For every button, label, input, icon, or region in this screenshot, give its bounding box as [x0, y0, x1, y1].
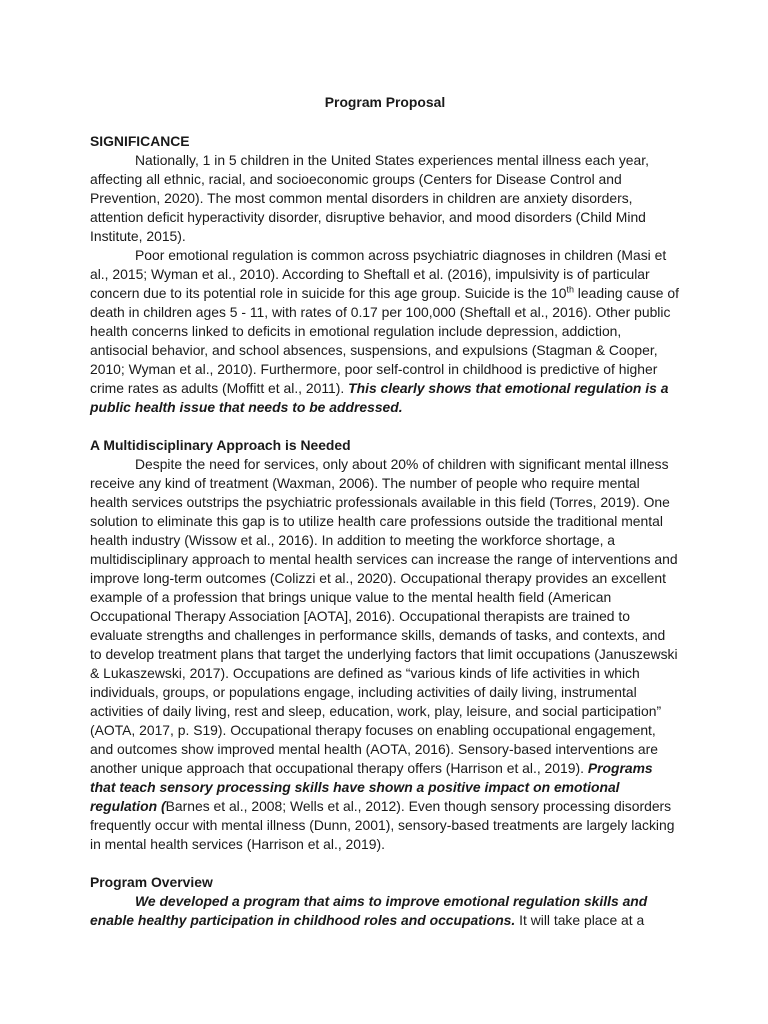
section-spacer: [90, 854, 680, 873]
significance-paragraph-2-text-a: Poor emotional regulation is common across psychiatric diagnoses in children (Masi et al., 2015; Wyman et al., 2010). According to Sheftall et al. (2016), impulsivity is of particular concern due to its potential role in suicide for this age group. Suicide is the 10: [90, 247, 667, 301]
ordinal-superscript: th: [566, 284, 574, 295]
section-heading-multidisciplinary: A Multidisciplinary Approach is Needed: [90, 437, 351, 453]
section-heading-significance: SIGNIFICANCE: [90, 133, 190, 149]
multidisciplinary-text-a: Despite the need for services, only about 20% of children with significant mental illness receive any kind of treatment (Waxman, 2006). The number of people who require mental health services outstrips the psychiatric professionals available in this field (Torres, 2019). One solution to eliminate this gap is to utilize health care professions outside the traditional mental health industry (Wissow et al., 2016). In addition to meeting the workforce shortage, a multidisciplinary approach to mental health services can increase the range of interventions and improve long-term outcomes (Colizzi et al., 2020). Occupational therapy provides an excellent example of a profession that brings unique value to the mental health field (American Occupational Therapy Association [AOTA], 2016). Occupational therapists are trained to evaluate strengths and challenges in performance skills, demands of tasks, and contexts, and to develop treatment plans that target the underlying factors that limit occupations (Januszewski & Lukaszewski, 2017). Occupations are defined as “various kinds of life activities in which individuals, groups, or populations engage, including activities of daily living, instrumental activities of daily living, rest and sleep, education, work, play, leisure, and social participation” (AOTA, 2017, p. S19). Occupational therapy focuses on enabling occupational engagement, and outcomes show improved mental health (AOTA, 2016). Sensory-based interventions are another unique approach that occupational therapy offers (Harrison et al., 2019).: [90, 456, 678, 776]
program-overview-text: It will take place at a: [515, 912, 645, 928]
significance-paragraph-2-text-b: leading cause of death in children ages 5 - 11, with rates of 0.17 per 100,000 (Sheftall et al., 2016). Other public health concerns linked to deficits in emotional regulation include depression, addiction, antisocial behavior, and school absences, suspensions, and expulsions (Stagman & Cooper, 2010; Wyman et al., 2010). Furthermore, poor self-control in childhood is predictive of higher crime rates as adults (Moffitt et al., 2011).: [90, 285, 679, 396]
significance-paragraph-1: Nationally, 1 in 5 children in the United States experiences mental illness each year, affecting all ethnic, racial, and socioeconomic groups (Centers for Disease Control and Prevention, 2020). The most common mental disorders in children are anxiety disorders, attention deficit hyperactivity disorder, disruptive behavior, and mood disorders (Child Mind Institute, 2015).: [90, 152, 649, 244]
program-overview-emphasis: We developed a program that aims to improve emotional regulation skills and enable healthy participation in childhood roles and occupations.: [90, 893, 648, 928]
significance-emphasis: This clearly shows that emotional regulation is a public health issue that needs to be addressed.: [90, 380, 669, 415]
multidisciplinary-text-b: Barnes et al., 2008; Wells et al., 2012). Even though sensory processing disorders frequently occur with mental illness (Dunn, 2001), sensory-based treatments are largely lacking in mental health services (Harrison et al., 2019).: [90, 798, 675, 852]
significance-paragraph-2: [90, 246, 680, 417]
section-spacer: [90, 417, 680, 436]
multidisciplinary-paragraph: [90, 455, 680, 854]
page-title: Program Proposal: [324, 94, 446, 110]
section-heading-program-overview: Program Overview: [90, 874, 213, 890]
multidisciplinary-emphasis: Programs that teach sensory processing skills have shown a positive impact on emotional regulation (: [90, 760, 653, 814]
program-overview-paragraph: [90, 892, 680, 930]
